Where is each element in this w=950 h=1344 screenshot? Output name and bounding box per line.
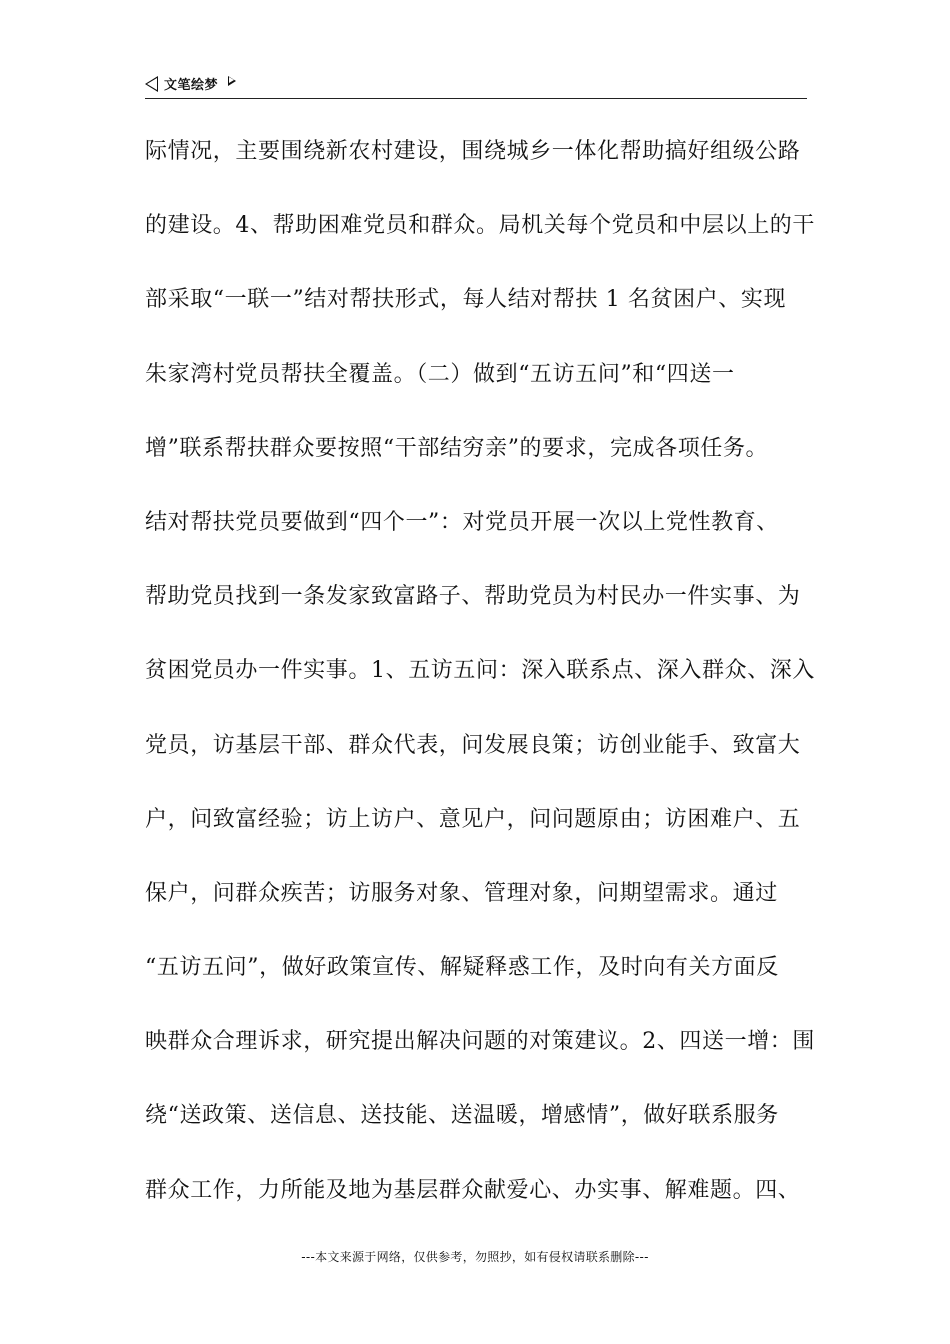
body-line-2: 的建设。4、帮助困难党员和群众。局机关每个党员和中层以上的干: [145, 213, 815, 239]
body-line-14: 绕“送政策、送信息、送技能、送温暖，增感情”，做好联系服务: [145, 1103, 779, 1129]
triangle-left-icon: [145, 76, 158, 92]
body-line-6: 结对帮扶党员要做到“四个一”：对党员开展一次以上党性教育、: [145, 509, 779, 535]
page-footer-disclaimer: ---本文来源于网络，仅供参考，勿照抄，如有侵权请联系删除---: [301, 1250, 649, 1264]
body-line-13: 映群众合理诉求，研究提出解决问题的对策建议。2、四送一增：围: [145, 1029, 815, 1055]
body-line-9: 党员，访基层干部、群众代表，问发展良策；访创业能手、致富大: [145, 732, 801, 758]
body-line-4: 朱家湾村党员帮扶全覆盖。（二）做到“五访五问”和“四送一: [145, 361, 735, 387]
body-line-11: 保户，问群众疾苦；访服务对象、管理对象，问期望需求。通过: [145, 880, 778, 906]
body-line-5: 增”联系帮扶群众要按照“干部结穷亲”的要求，完成各项任务。: [145, 435, 769, 461]
body-line-7: 帮助党员找到一条发家致富路子、帮助党员为村民办一件实事、为: [145, 584, 801, 610]
page-header: [145, 72, 807, 99]
body-line-10: 户，问致富经验；访上访户、意见户，问问题原由；访困难户、五: [145, 806, 801, 832]
document-body: [145, 132, 815, 1245]
body-line-3: 部采取“一联一”结对帮扶形式，每人结对帮扶 1 名贫困户、实现: [145, 287, 787, 313]
body-line-15: 群众工作，力所能及地为基层群众献爱心、办实事、解难题。四、: [145, 1177, 801, 1203]
body-line-8: 贫困党员办一件实事。1、五访五问：深入联系点、深入群众、深入: [145, 658, 815, 684]
body-line-12: “五访五问”，做好政策宣传、解疑释惑工作，及时向有关方面反: [145, 955, 779, 981]
triangle-right-icon: [228, 76, 236, 86]
header-brand-group: [145, 74, 236, 93]
body-line-1: 际情况，主要围绕新农村建设，围绕城乡一体化帮助搞好组级公路: [145, 139, 801, 164]
header-brand: 文笔绘梦: [164, 78, 219, 93]
